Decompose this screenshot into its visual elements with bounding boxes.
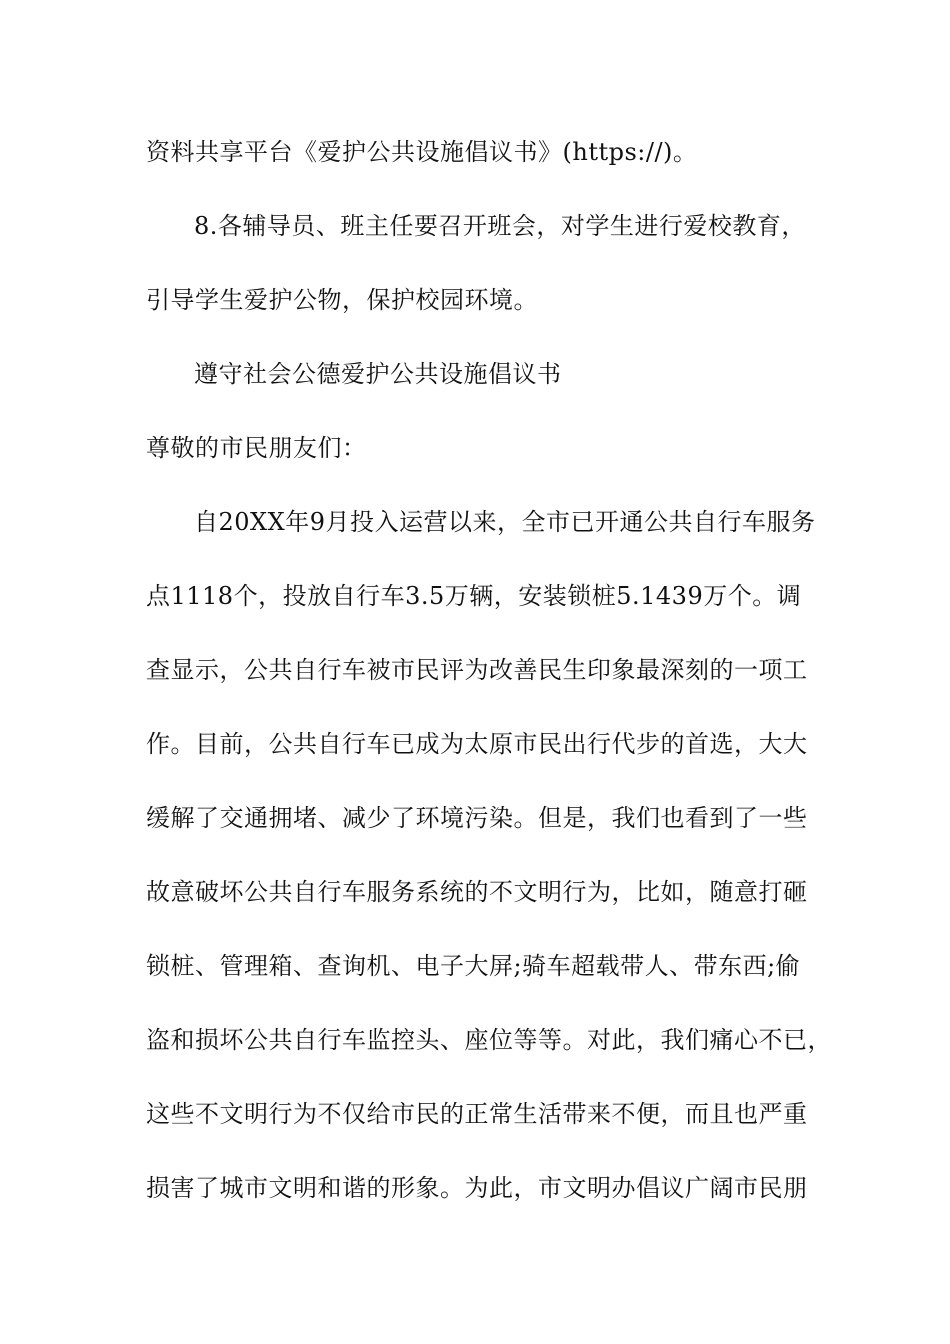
text-line: 资料共享平台《爱护公共设施倡议书》(https://)。 — [146, 138, 698, 166]
text-line: 点1118个，投放自行车3.5万辆，安装锁桩5.1439万个。调 — [146, 582, 802, 610]
text-line: 盗和损坏公共自行车监控头、座位等等。对此，我们痛心不已， — [146, 1026, 832, 1054]
text-line: 自20XX年9月投入运营以来，全市已开通公共自行车服务 — [194, 508, 816, 536]
text-line: 这些不文明行为不仅给市民的正常生活带来不便，而且也严重 — [146, 1100, 808, 1128]
salutation: 尊敬的市民朋友们： — [146, 434, 367, 462]
text-line: 故意破坏公共自行车服务系统的不文明行为，比如，随意打砸 — [146, 878, 808, 906]
text-line: 查显示，公共自行车被市民评为改善民生印象最深刻的一项工 — [146, 656, 808, 684]
text-line: 作。目前，公共自行车已成为太原市民出行代步的首选，大大 — [146, 730, 808, 758]
text-line: 缓解了交通拥堵、减少了环境污染。但是，我们也看到了一些 — [146, 804, 808, 832]
text-line: 锁桩、管理箱、查询机、电子大屏;骑车超载带人、带东西;偷 — [146, 952, 801, 980]
text-line: 引导学生爱护公物，保护校园环境。 — [146, 286, 538, 314]
text-line: 损害了城市文明和谐的形象。为此，市文明办倡议广阔市民朋 — [146, 1174, 808, 1202]
section-heading: 遵守社会公德爱护公共设施倡议书 — [194, 360, 562, 388]
text-line: 8.各辅导员、班主任要召开班会，对学生进行爱校教育， — [194, 212, 806, 240]
